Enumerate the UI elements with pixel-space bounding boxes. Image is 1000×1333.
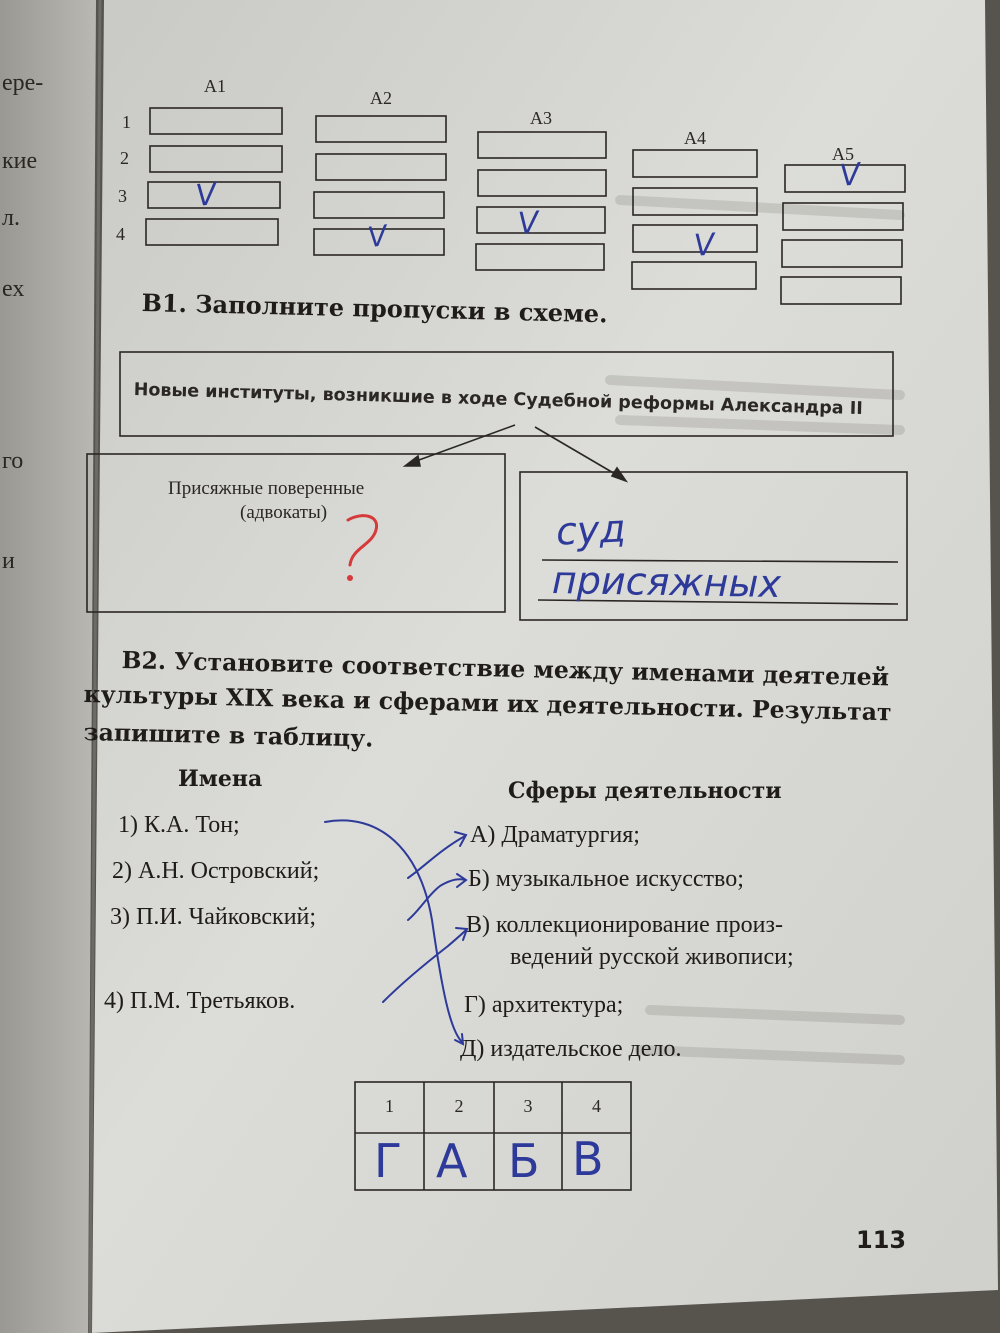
- left-fragment-1: ере-: [2, 70, 44, 96]
- names-header: Имена: [178, 766, 263, 792]
- sphere-item-b: Б) музыкальное искусство;: [468, 866, 744, 892]
- page-number: 113: [856, 1226, 907, 1254]
- b2-title-line1: В2. Установите соответствие между именами деятелей: [121, 646, 890, 692]
- row-number-4: 4: [116, 224, 125, 244]
- table-answer-2: А: [436, 1134, 468, 1188]
- check-a5: V: [838, 157, 863, 194]
- left-fragment-4: ех: [2, 276, 25, 302]
- sphere-item-a: А) Драматургия;: [470, 822, 640, 848]
- column-label-a4: A4: [684, 128, 706, 148]
- spheres-header: Сферы деятельности: [508, 778, 782, 804]
- table-answer-1: Г: [374, 1134, 403, 1188]
- table-header-4: 4: [592, 1096, 601, 1116]
- left-fragment-3: л.: [2, 205, 20, 231]
- scheme-top-box-text: Новые институты, возникшие в ходе Судебной реформы Александра II: [133, 380, 863, 420]
- row-number-1: 1: [122, 112, 131, 132]
- name-item-1: 1) К.А. Тон;: [118, 812, 240, 838]
- left-page-edge: [0, 0, 96, 1333]
- sphere-item-v-line2: ведений русской живописи;: [510, 944, 794, 970]
- table-header-1: 1: [385, 1096, 394, 1116]
- row-number-3: 3: [118, 186, 127, 206]
- column-label-a1: A1: [204, 76, 226, 96]
- sphere-item-v-line1: В) коллекционирование произ-: [466, 912, 783, 938]
- table-header-2: 2: [454, 1096, 464, 1116]
- b2-title-line3: запишите в таблицу.: [83, 718, 374, 753]
- left-fragment-6: и: [2, 548, 15, 574]
- scheme-left-line1: Присяжные поверенные: [168, 478, 365, 499]
- column-label-a5: A5: [832, 144, 854, 164]
- left-fragment-2: кие: [2, 148, 38, 174]
- handwritten-answer-line2: присяжных: [551, 558, 782, 606]
- b2-title-line2: культуры XIX века и сферами их деятельности. Результат: [83, 680, 892, 727]
- table-answer-4: В: [572, 1132, 604, 1186]
- check-a4: V: [692, 227, 716, 264]
- table-header-3: 3: [523, 1096, 533, 1116]
- check-a1: V: [194, 177, 219, 214]
- sphere-item-d: Д) издательское дело.: [460, 1036, 682, 1062]
- column-label-a2: A2: [370, 88, 392, 108]
- name-item-3: 3) П.И. Чайковский;: [110, 904, 317, 930]
- b1-title: В1. Заполните пропуски в схеме.: [141, 288, 608, 329]
- check-a2: V: [365, 218, 390, 255]
- handwritten-answer-line1: суд: [554, 506, 627, 554]
- scheme-left-line2: (адвокаты): [240, 502, 328, 523]
- column-label-a3: A3: [530, 108, 552, 128]
- row-number-2: 2: [120, 148, 129, 168]
- name-item-2: 2) А.Н. Островский;: [112, 858, 320, 884]
- check-a3: V: [516, 205, 540, 242]
- sphere-item-g: Г) архитектура;: [464, 992, 624, 1018]
- left-fragment-5: го: [2, 448, 24, 474]
- table-answer-3: Б: [508, 1134, 540, 1188]
- name-item-4: 4) П.М. Третьяков.: [104, 988, 296, 1014]
